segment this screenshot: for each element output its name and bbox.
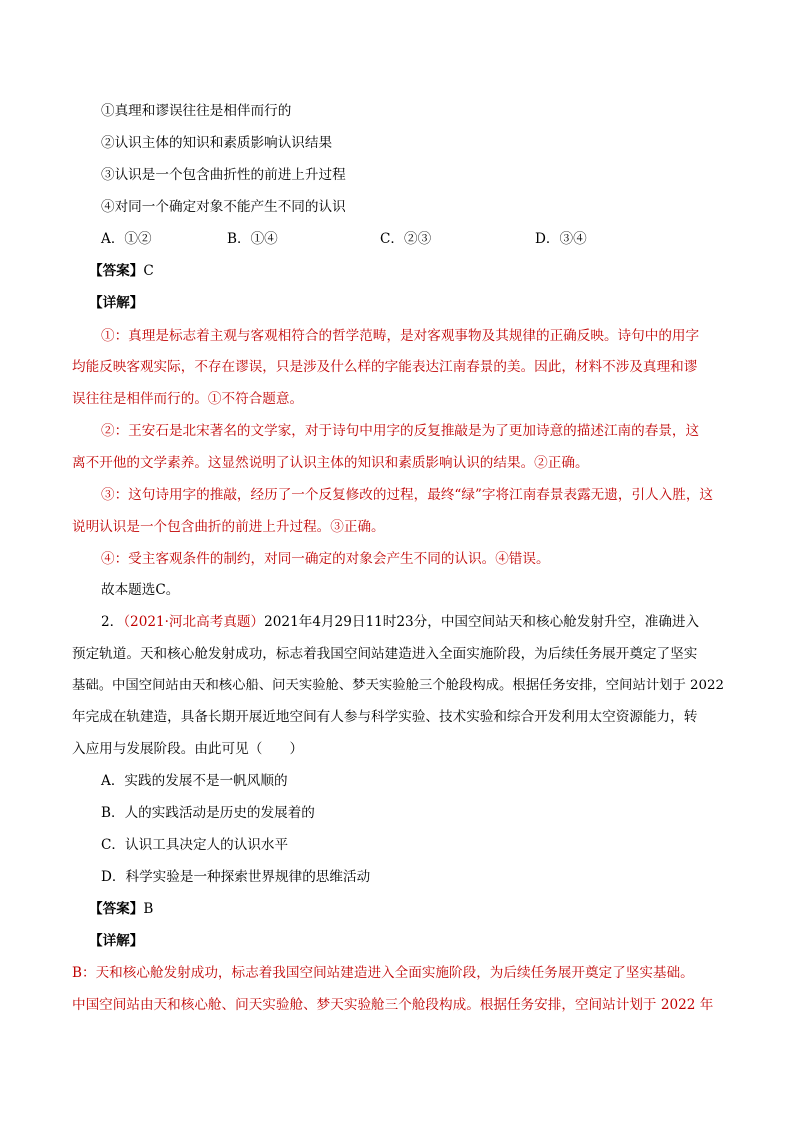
question-stem-line: 预定轨道。天和核心舱发射成功，标志着我国空间站建造进入全面实施阶段，为后续任务展开奠定了坚实 — [72, 646, 698, 662]
question-stem-line: 2021年4月29日11时23分，中国空间站天和核心舱发射升空，准确进入 — [264, 614, 700, 630]
detail-label: 【详解】 — [89, 933, 144, 949]
statement-2: ②认识主体的知识和素质影响认识结果 — [101, 135, 333, 151]
option-c: C．②③ — [380, 231, 432, 247]
question-number: 2． — [101, 614, 124, 630]
question-stem-line: 入应用与发展阶段。由此可见（ ） — [72, 741, 304, 757]
answer-line — [89, 261, 154, 281]
explanation-line: ②：王安石是北宋著名的文学家，对于诗句中用字的反复推敲是为了更加诗意的描述江南的春景，这 — [101, 423, 700, 439]
statement-4: ④对同一个确定对象不能产生不同的认识 — [101, 199, 346, 215]
conclusion: 故本题选C。 — [101, 582, 180, 598]
option-a: A．①② — [101, 231, 152, 247]
question-2-first-line — [101, 612, 699, 632]
answer-label: 【答案】 — [89, 263, 144, 279]
statement-3: ③认识是一个包含曲折性的前进上升过程 — [101, 167, 346, 183]
option-c: C．认识工具决定人的认识水平 — [101, 837, 289, 853]
question-stem-line: 年完成在轨建造，具备长期开展近地空间有人参与科学实验、技术实验和综合开发利用太空资源能力，转 — [72, 709, 698, 725]
option-d: D．③④ — [535, 231, 587, 247]
detail-label: 【详解】 — [89, 295, 144, 311]
answer-label: 【答案】 — [89, 901, 144, 917]
explanation-line: 中国空间站由天和核心舱、问天实验舱、梦天实验舱三个舱段构成。根据任务安排，空间站计划于 2022 年 — [72, 997, 714, 1013]
explanation-line: ④：受主客观条件的制约，对同一确定的对象会产生不同的认识。④错误。 — [101, 551, 550, 567]
explanation-line: 说明认识是一个包含曲折的前进上升过程。③正确。 — [72, 519, 385, 535]
explanation-line: 均能反映客观实际，不存在谬误，只是涉及什么样的字能表达江南春景的美。因此，材料不涉及真理和谬 — [72, 359, 698, 375]
explanation-line: 误往往是相伴而行的。①不符合题意。 — [72, 391, 304, 407]
question-stem-line: 基础。中国空间站由天和核心船、问天实验舱、梦天实验舱三个舱段构成。根据任务安排，空间站计划于 2022 — [72, 678, 725, 693]
statement-1: ①真理和谬误往往是相伴而行的 — [101, 103, 292, 119]
option-d: D．科学实验是一种探索世界规律的思维活动 — [101, 869, 371, 885]
answer-value: B — [143, 901, 154, 917]
option-b: B．人的实践活动是历史的发展着的 — [101, 805, 315, 821]
answer-value: C — [143, 263, 154, 279]
answer-line — [89, 899, 153, 919]
explanation-line: ③：这句诗用字的推敲，经历了一个反复修改的过程，最终“绿”字将江南春景表露无遗，引人入胜，这 — [101, 487, 714, 503]
explanation-line: 离不开他的文学素养。这显然说明了认识主体的知识和素质影响认识的结果。②正确。 — [72, 455, 589, 471]
question-source: （2021·河北高考真题） — [123, 614, 265, 630]
option-a: A．实践的发展不是一帆风顺的 — [101, 773, 288, 789]
explanation-line: B：天和核心舱发射成功，标志着我国空间站建造进入全面实施阶段，为后续任务展开奠定了坚实基础。 — [72, 965, 694, 981]
explanation-line: ①：真理是标志着主观与客观相符合的哲学范畴，是对客观事物及其规律的正确反映。诗句中的用字 — [101, 328, 700, 344]
option-b: B．①④ — [227, 231, 278, 247]
